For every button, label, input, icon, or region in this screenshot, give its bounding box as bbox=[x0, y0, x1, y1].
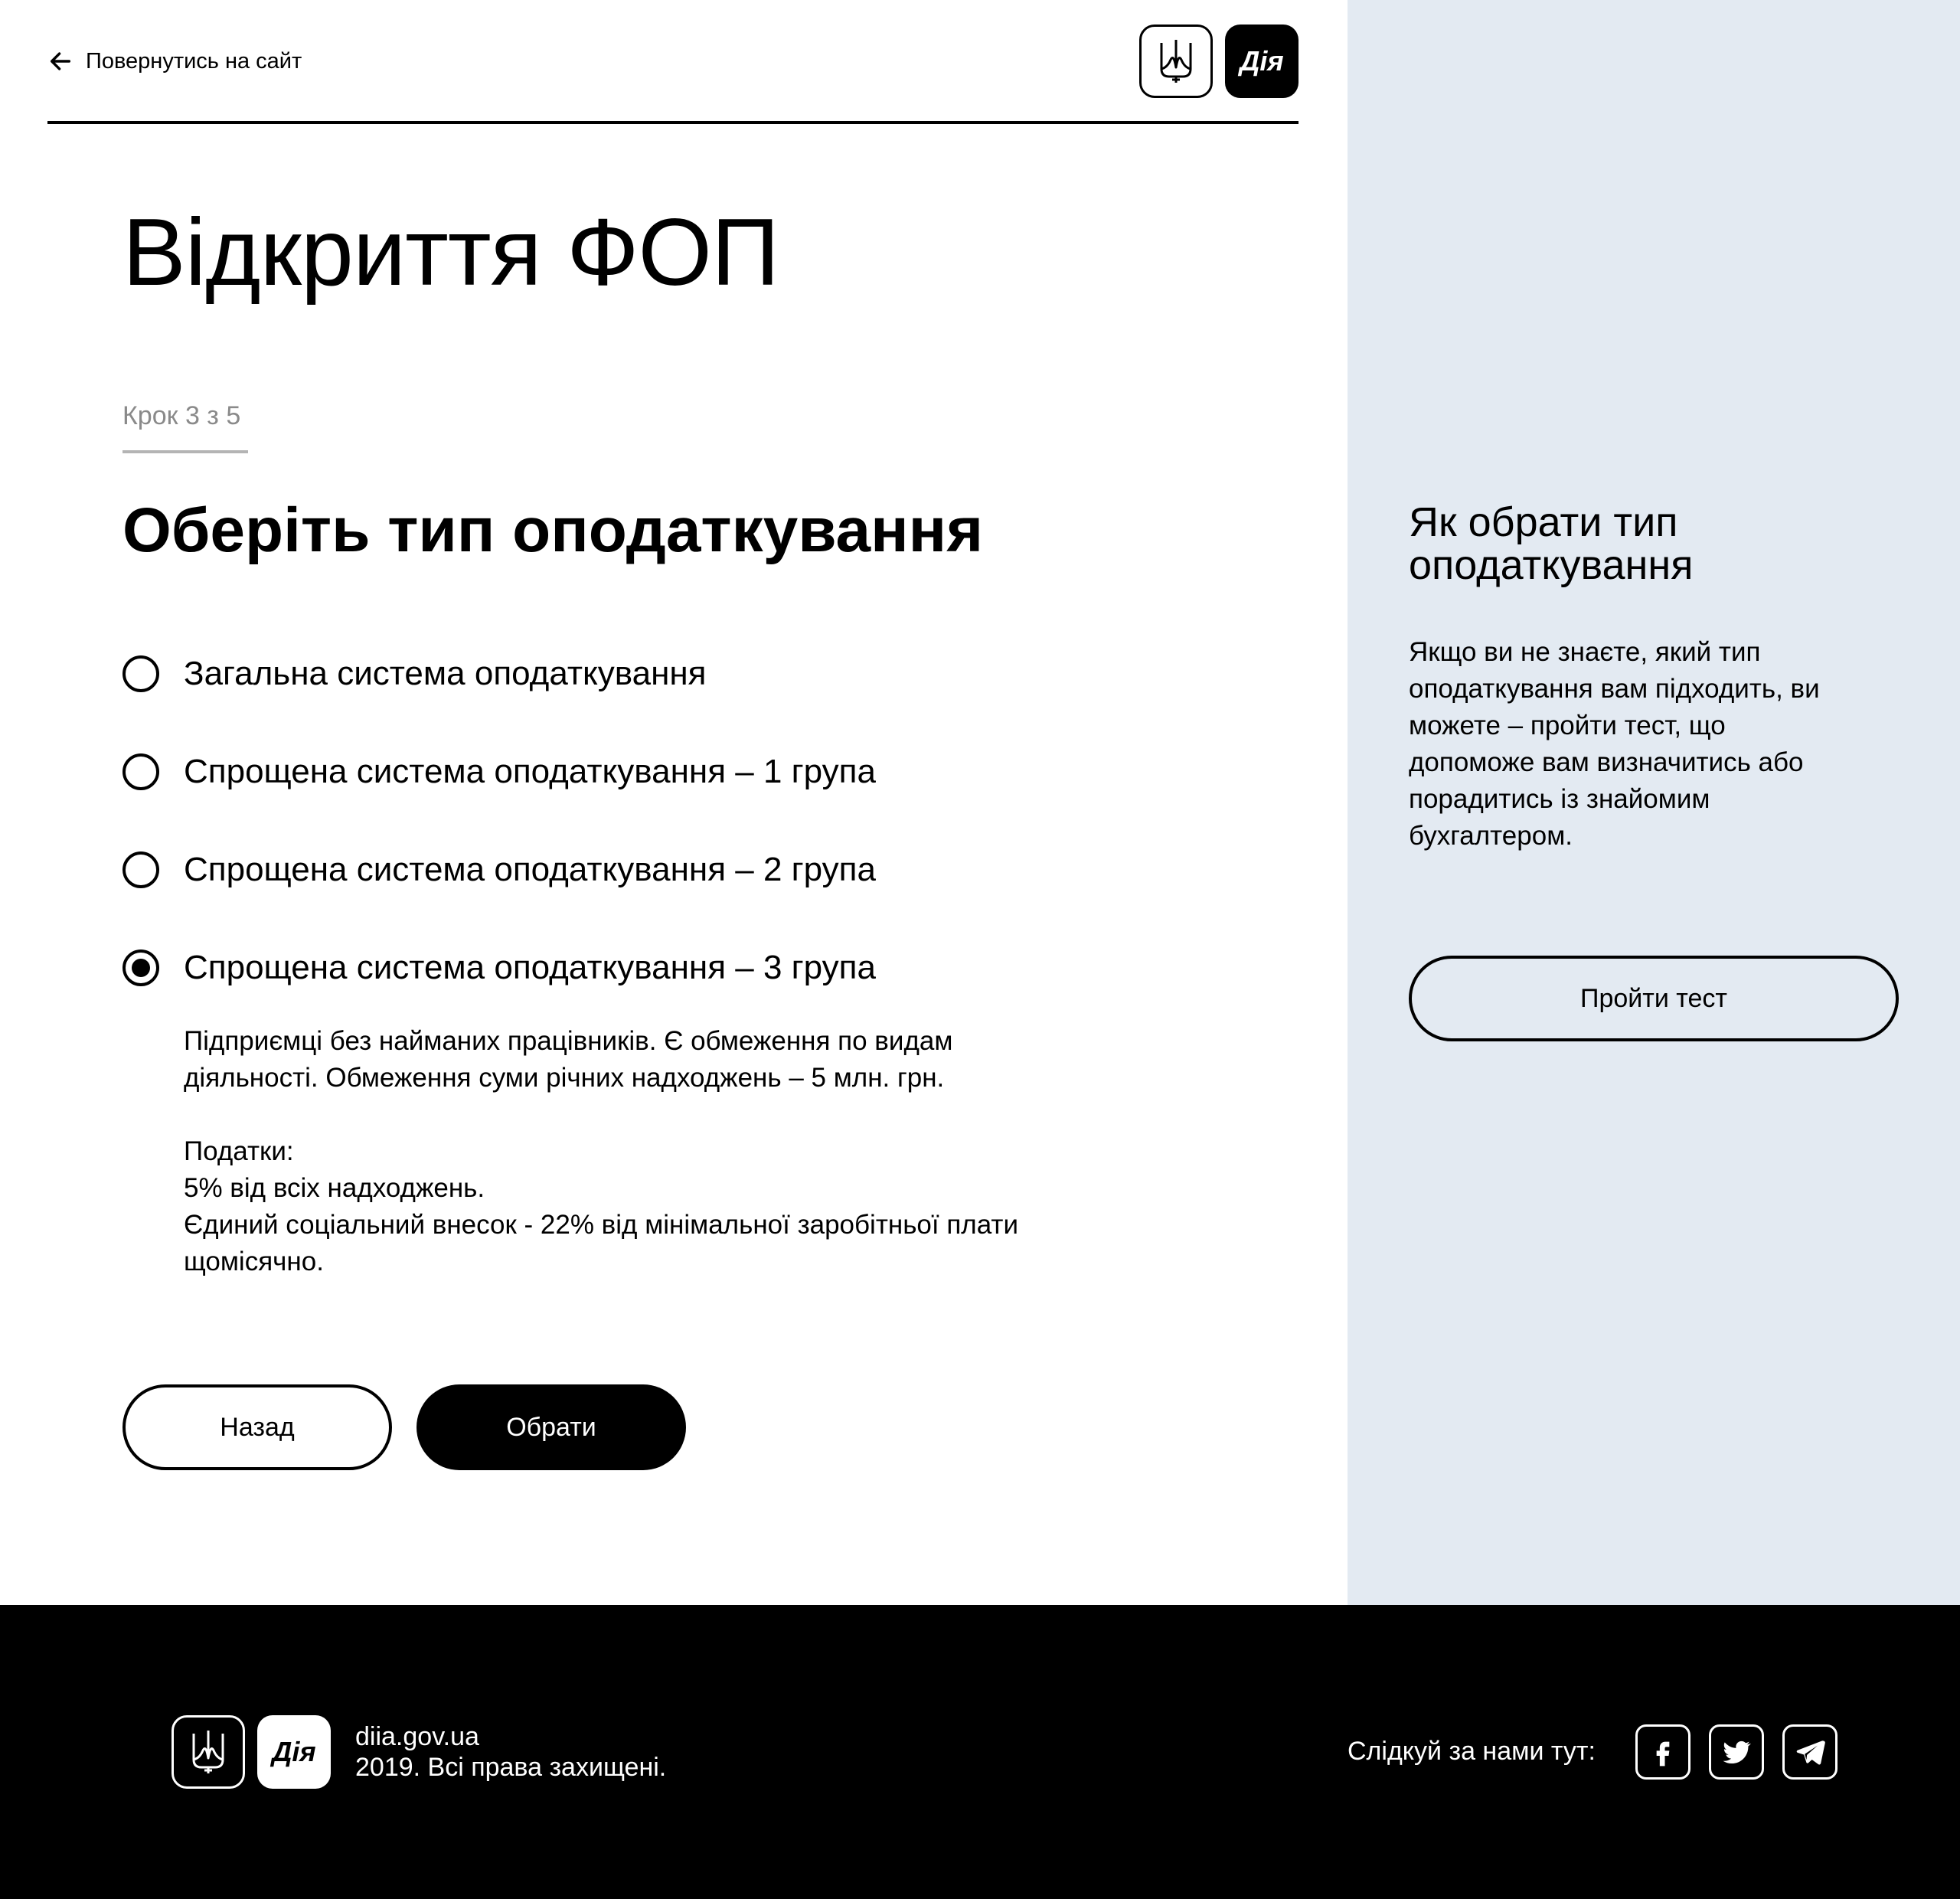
take-test-button[interactable]: Пройти тест bbox=[1409, 956, 1899, 1041]
sidebar-text-line: можете – пройти тест, що bbox=[1409, 711, 1726, 740]
tryzub-logo[interactable] bbox=[1139, 25, 1213, 98]
twitter-icon bbox=[1720, 1736, 1753, 1768]
option-simplified-group-3[interactable] bbox=[122, 937, 1118, 999]
taxes-heading: Податки: bbox=[184, 1136, 294, 1166]
radio-button[interactable] bbox=[122, 851, 159, 888]
footer bbox=[0, 1605, 1960, 1899]
step-progress-fill bbox=[122, 450, 248, 453]
facebook-icon bbox=[1648, 1737, 1678, 1767]
tax-line: щомісячно. bbox=[184, 1247, 324, 1276]
facebook-link[interactable] bbox=[1635, 1724, 1690, 1780]
option-label: Спрощена система оподаткування – 2 група bbox=[184, 851, 876, 888]
tax-line: 5% від всіх надходжень. bbox=[184, 1173, 485, 1203]
option-simplified-group-1[interactable] bbox=[122, 741, 1118, 802]
telegram-icon bbox=[1794, 1736, 1826, 1768]
telegram-link[interactable] bbox=[1782, 1724, 1838, 1780]
twitter-link[interactable] bbox=[1709, 1724, 1764, 1780]
tax-type-options bbox=[122, 643, 1118, 1035]
sidebar-title-line: Як обрати тип bbox=[1409, 499, 1678, 545]
sidebar-text-line: Якщо ви не знаєте, який тип bbox=[1409, 637, 1761, 667]
trident-icon bbox=[189, 1727, 227, 1776]
follow-us-label: Слідкуй за нами тут: bbox=[1348, 1737, 1596, 1766]
sidebar-text-line: порадитись із знайомим bbox=[1409, 784, 1710, 814]
footer-diia-logo[interactable]: Дія bbox=[257, 1715, 331, 1789]
sidebar-text-line: допоможе вам визначитись або bbox=[1409, 747, 1804, 777]
footer-site[interactable]: diia.gov.ua bbox=[355, 1722, 479, 1751]
description-line: діяльності. Обмеження суми річних надходжень – 5 млн. грн. bbox=[184, 1063, 945, 1093]
footer-logos bbox=[172, 1715, 331, 1789]
choose-button[interactable]: Обрати bbox=[416, 1384, 686, 1470]
option-simplified-group-2[interactable] bbox=[122, 839, 1118, 900]
header-divider bbox=[47, 121, 1298, 124]
option-general[interactable] bbox=[122, 643, 1118, 704]
back-button[interactable]: Назад bbox=[122, 1384, 392, 1470]
tax-line: Єдиний соціальний внесок - 22% від мінімальної заробітньої плати bbox=[184, 1210, 1018, 1240]
radio-button[interactable] bbox=[122, 753, 159, 790]
option-description bbox=[184, 1023, 1133, 1317]
option-label: Загальна система оподаткування bbox=[184, 655, 707, 692]
radio-button[interactable] bbox=[122, 655, 159, 692]
step-progress-bar bbox=[122, 450, 248, 453]
option-label: Спрощена система оподаткування – 3 група bbox=[184, 949, 876, 986]
option-label: Спрощена система оподаткування – 1 група bbox=[184, 753, 876, 790]
page-title: Відкриття ФОП bbox=[122, 200, 779, 306]
sidebar-text bbox=[1409, 634, 1899, 855]
description-line: Підприємці без найманих працівників. Є обмеження по видам bbox=[184, 1026, 953, 1056]
sidebar-text-line: бухгалтером. bbox=[1409, 821, 1573, 851]
footer-copyright: 2019. Всі права захищені. bbox=[355, 1753, 667, 1782]
back-to-site-label: Повернутись на сайт bbox=[86, 48, 302, 74]
help-sidebar bbox=[1348, 0, 1960, 1605]
sidebar-title bbox=[1409, 501, 1899, 587]
diia-logo[interactable]: Дія bbox=[1225, 25, 1298, 98]
sidebar-title-line: оподаткування bbox=[1409, 542, 1694, 588]
step-indicator: Крок 3 з 5 bbox=[122, 401, 241, 430]
footer-info bbox=[355, 1721, 666, 1783]
header-logos bbox=[1139, 25, 1298, 98]
arrow-left-icon bbox=[47, 48, 74, 74]
trident-icon bbox=[1157, 37, 1195, 86]
back-to-site-link[interactable] bbox=[47, 47, 302, 75]
footer-tryzub-logo[interactable] bbox=[172, 1715, 245, 1789]
radio-button-selected[interactable] bbox=[122, 950, 159, 986]
sidebar-text-line: оподаткування вам підходить, ви bbox=[1409, 674, 1820, 704]
section-title: Оберіть тип оподаткування bbox=[122, 495, 984, 565]
